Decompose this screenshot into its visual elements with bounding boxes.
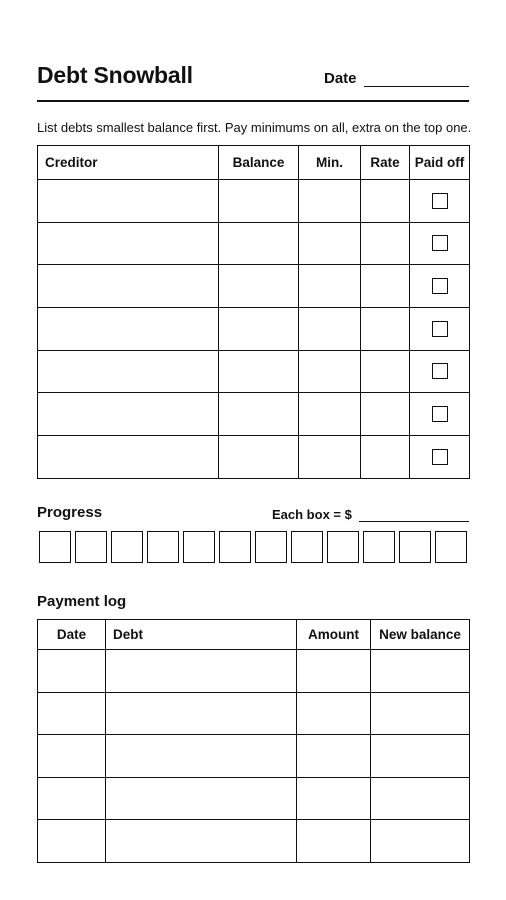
progress-box[interactable] xyxy=(255,531,287,563)
paid-off-checkbox[interactable] xyxy=(432,363,448,379)
paid-off-checkbox[interactable] xyxy=(432,406,448,422)
table-cell[interactable] xyxy=(410,222,470,265)
table-row xyxy=(38,436,470,479)
table-cell[interactable] xyxy=(361,265,410,308)
column-header-rate: Rate xyxy=(361,146,410,180)
progress-box[interactable] xyxy=(219,531,251,563)
progress-box[interactable] xyxy=(399,531,431,563)
table-row xyxy=(38,777,470,820)
table-cell[interactable] xyxy=(299,265,361,308)
table-cell[interactable] xyxy=(38,350,219,393)
table-row xyxy=(38,692,470,735)
table-cell[interactable] xyxy=(219,265,299,308)
table-row xyxy=(38,180,470,223)
table-cell[interactable] xyxy=(299,308,361,351)
instructions: List debts smallest balance first. Pay minimums on all, extra on the top one. xyxy=(37,120,472,135)
progress-box[interactable] xyxy=(435,531,467,563)
table-cell[interactable] xyxy=(38,777,106,820)
table-cell[interactable] xyxy=(38,650,106,693)
progress-box[interactable] xyxy=(147,531,179,563)
table-cell[interactable] xyxy=(361,180,410,223)
table-cell[interactable] xyxy=(38,436,219,479)
date-field-line[interactable] xyxy=(364,86,469,87)
table-cell[interactable] xyxy=(371,820,470,863)
table-cell[interactable] xyxy=(106,650,297,693)
table-cell[interactable] xyxy=(297,650,371,693)
table-row xyxy=(38,308,470,351)
table-cell[interactable] xyxy=(299,350,361,393)
progress-box[interactable] xyxy=(111,531,143,563)
table-cell[interactable] xyxy=(299,222,361,265)
table-cell[interactable] xyxy=(297,692,371,735)
column-header-creditor: Creditor xyxy=(38,146,219,180)
table-row xyxy=(38,393,470,436)
table-cell[interactable] xyxy=(297,777,371,820)
paid-off-checkbox[interactable] xyxy=(432,235,448,251)
progress-box[interactable] xyxy=(327,531,359,563)
table-cell[interactable] xyxy=(219,350,299,393)
table-cell[interactable] xyxy=(410,350,470,393)
table-cell[interactable] xyxy=(371,692,470,735)
table-cell[interactable] xyxy=(361,393,410,436)
table-cell[interactable] xyxy=(219,180,299,223)
payment-log-label: Payment log xyxy=(37,593,127,610)
payment-log-header xyxy=(38,620,470,650)
payment-log-table xyxy=(37,619,470,863)
table-cell[interactable] xyxy=(410,436,470,479)
table-cell[interactable] xyxy=(38,820,106,863)
table-cell[interactable] xyxy=(106,777,297,820)
table-cell[interactable] xyxy=(299,180,361,223)
table-cell[interactable] xyxy=(299,436,361,479)
column-header-min: Min. xyxy=(299,146,361,180)
paid-off-checkbox[interactable] xyxy=(432,321,448,337)
column-header-new-balance: New balance xyxy=(371,620,470,650)
table-row xyxy=(38,650,470,693)
paid-off-checkbox[interactable] xyxy=(432,449,448,465)
progress-box[interactable] xyxy=(183,531,215,563)
column-header-date: Date xyxy=(38,620,106,650)
table-row xyxy=(38,735,470,778)
table-row xyxy=(38,350,470,393)
column-header-amount: Amount xyxy=(297,620,371,650)
progress-box[interactable] xyxy=(39,531,71,563)
header xyxy=(37,60,469,102)
table-cell[interactable] xyxy=(219,393,299,436)
table-cell[interactable] xyxy=(297,735,371,778)
table-cell[interactable] xyxy=(361,350,410,393)
table-row xyxy=(38,222,470,265)
table-cell[interactable] xyxy=(410,393,470,436)
table-cell[interactable] xyxy=(361,308,410,351)
column-header-paid-off: Paid off xyxy=(410,146,470,180)
date-label: Date xyxy=(324,70,357,87)
progress-label: Progress xyxy=(37,504,103,521)
column-header-balance: Balance xyxy=(219,146,299,180)
each-box-value-line[interactable] xyxy=(359,521,469,522)
debt-table xyxy=(37,145,470,479)
table-cell[interactable] xyxy=(299,393,361,436)
each-box-label: Each box = $ xyxy=(272,507,352,522)
table-cell[interactable] xyxy=(38,735,106,778)
table-cell[interactable] xyxy=(410,308,470,351)
column-header-debt: Debt xyxy=(106,620,297,650)
page-title: Debt Snowball xyxy=(37,62,193,88)
progress-boxes xyxy=(39,531,467,563)
table-cell[interactable] xyxy=(106,692,297,735)
table-cell[interactable] xyxy=(38,692,106,735)
table-row xyxy=(38,820,470,863)
table-cell[interactable] xyxy=(371,650,470,693)
paid-off-checkbox[interactable] xyxy=(432,193,448,209)
table-cell[interactable] xyxy=(106,820,297,863)
progress-box[interactable] xyxy=(291,531,323,563)
table-cell[interactable] xyxy=(38,222,219,265)
table-cell[interactable] xyxy=(297,820,371,863)
table-cell[interactable] xyxy=(219,222,299,265)
table-cell[interactable] xyxy=(38,393,219,436)
progress-box[interactable] xyxy=(363,531,395,563)
table-cell[interactable] xyxy=(361,436,410,479)
table-cell[interactable] xyxy=(371,777,470,820)
table-cell[interactable] xyxy=(410,180,470,223)
table-cell[interactable] xyxy=(38,265,219,308)
paid-off-checkbox[interactable] xyxy=(432,278,448,294)
progress-box[interactable] xyxy=(75,531,107,563)
table-cell[interactable] xyxy=(38,308,219,351)
table-cell[interactable] xyxy=(106,735,297,778)
table-cell[interactable] xyxy=(361,222,410,265)
table-cell[interactable] xyxy=(38,180,219,223)
debt-table-header xyxy=(38,146,470,180)
table-cell[interactable] xyxy=(219,436,299,479)
table-cell[interactable] xyxy=(219,308,299,351)
table-row xyxy=(38,265,470,308)
table-cell[interactable] xyxy=(371,735,470,778)
table-cell[interactable] xyxy=(410,265,470,308)
